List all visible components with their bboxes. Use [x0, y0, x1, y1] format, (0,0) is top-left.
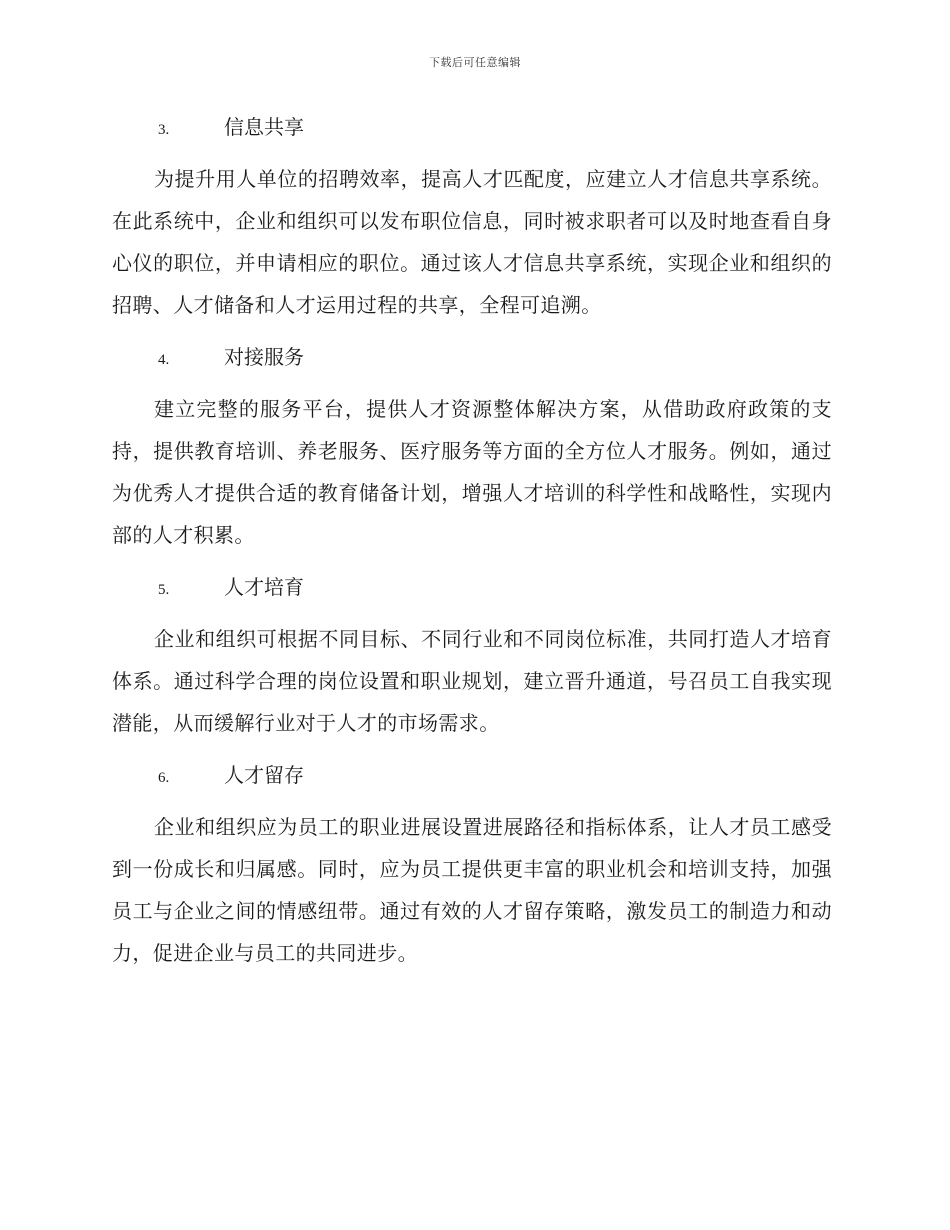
section-number: 3. [158, 122, 170, 138]
section-title: 人才留存 [224, 763, 304, 787]
section-heading-4 [112, 336, 832, 378]
section-heading-3 [112, 106, 832, 148]
section-title: 对接服务 [224, 345, 304, 369]
section-paragraph: 企业和组织应为员工的职业进展设置进展路径和指标体系，让人才员工感受到一份成长和归属感。同时，应为员工提供更丰富的职业机会和培训支持，加强员工与企业之间的情感纽带。通过有效的人才留存策略，激发员工的制造力和动力，促进企业与员工的共同进步。 [112, 815, 832, 965]
document-body [112, 106, 832, 974]
section-paragraph: 企业和组织可根据不同目标、不同行业和不同岗位标准，共同打造人才培育体系。通过科学合理的岗位设置和职业规划，建立晋升通道，号召员工自我实现潜能，从而缓解行业对于人才的市场需求。 [112, 627, 832, 735]
section-heading-6 [112, 754, 832, 796]
section-number: 4. [158, 352, 170, 368]
section-heading-5 [112, 566, 832, 608]
section-number: 5. [158, 582, 170, 598]
section-title: 信息共享 [224, 115, 304, 139]
section-number: 6. [158, 770, 170, 786]
section-paragraph: 建立完整的服务平台，提供人才资源整体解决方案，从借助政府政策的支持，提供教育培训、养老服务、医疗服务等方面的全方位人才服务。例如，通过为优秀人才提供合适的教育储备计划，增强人才培训的科学性和战略性，实现内部的人才积累。 [112, 397, 832, 547]
page-header: 下载后可任意编辑 [429, 56, 521, 69]
section-title: 人才培育 [224, 575, 304, 599]
section-paragraph: 为提升用人单位的招聘效率，提高人才匹配度，应建立人才信息共享系统。在此系统中，企业和组织可以发布职位信息，同时被求职者可以及时地查看自身心仪的职位，并申请相应的职位。通过该人才信息共享系统，实现企业和组织的招聘、人才储备和人才运用过程的共享，全程可追溯。 [112, 167, 832, 317]
